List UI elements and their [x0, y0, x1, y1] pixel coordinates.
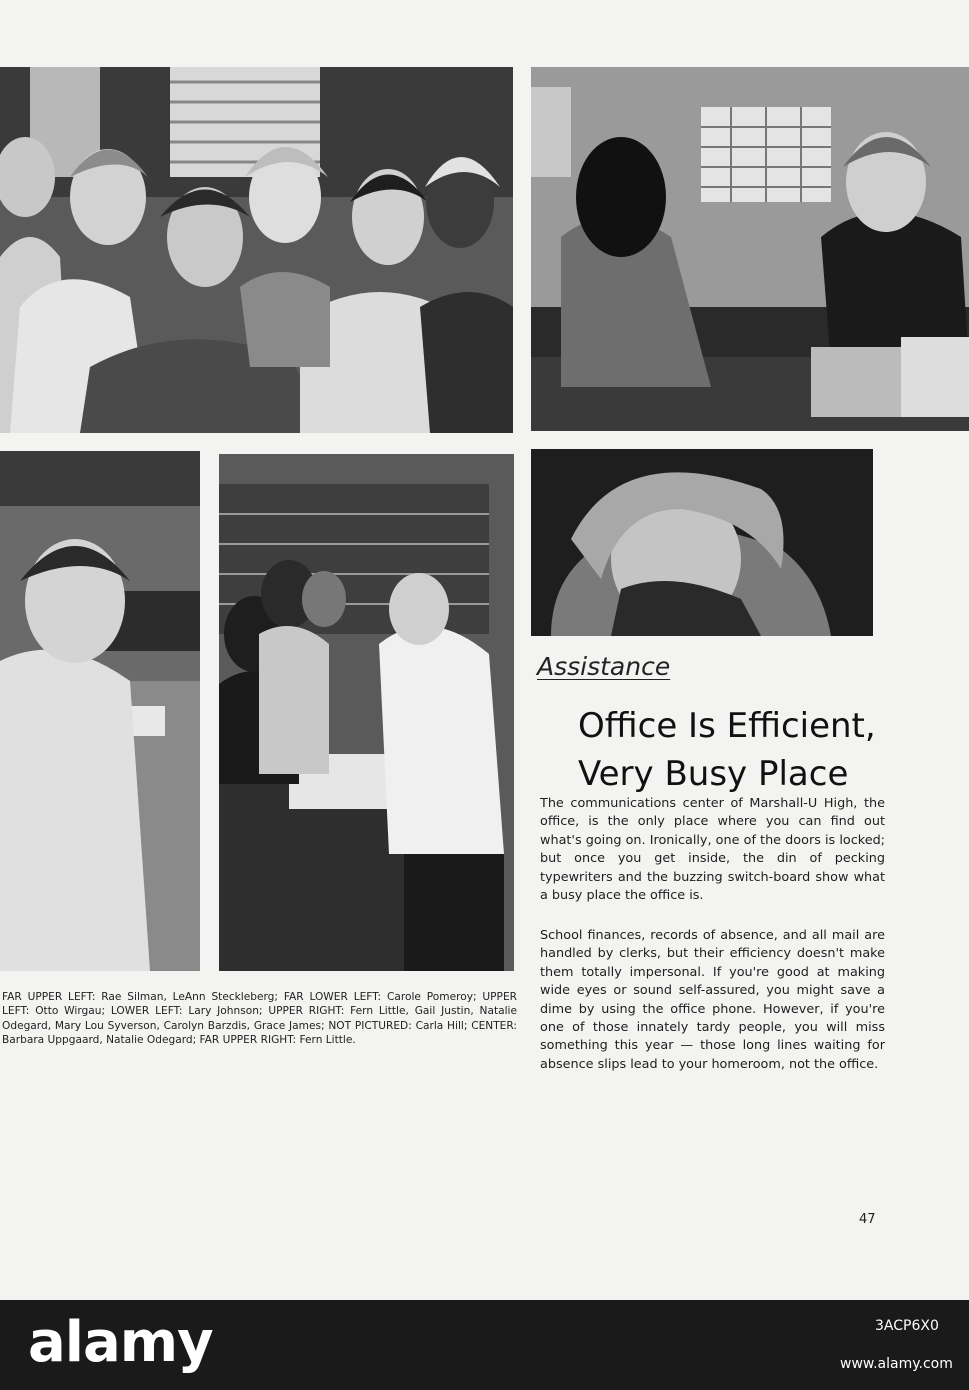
- headline: [578, 702, 918, 798]
- photo-closeup-clerk: [531, 449, 873, 636]
- headline-line-2: Very Busy Place: [578, 754, 849, 794]
- image-id: 3ACP6X0: [875, 1318, 939, 1334]
- body-paragraph-2: School finances, records of absence, and all mail are handled by clerks, but their efficiency doesn't make them totally impersonal. If you're good at making wide eyes or sound self-assured, you might save a dime by using the office phone. However, if you're one of those innately tardy people, you will miss something this year — those long lines waiting for absence slips lead to your homeroom, not the office.: [540, 928, 885, 1072]
- page-number: 47: [859, 1212, 876, 1227]
- photo-clerk-speaking: [0, 451, 200, 971]
- site-url: www.alamy.com: [840, 1356, 953, 1372]
- photo-office-staff-group: [0, 67, 513, 433]
- headline-line-1: Office Is Efficient,: [578, 706, 876, 746]
- body-paragraph-1: The communications center of Marshall-U High, the office, is the only place where you can find out what's going on. Ironically, one of the doors is locked; but once you get inside, the din of pecking typewriters and the buzzing switch-board show what a busy place the office is.: [540, 796, 885, 904]
- photo-caption: FAR UPPER LEFT: Rae Silman, LeAnn Steckleberg; FAR LOWER LEFT: Carole Pomeroy; UPPER LEFT: Otto Wirgau; LOWER LEFT: Lary Johnson; UPPER RIGHT: Fern Little, Gail Justin, Natalie Odegard, Mary Lou Syverson, Carolyn Barzdis, Grace James; NOT PICTURED: Carla Hill; CENTER: Barbara Uppgaard, Natalie Odegard; FAR UPPER RIGHT: Fern Little.: [2, 991, 517, 1047]
- section-label: Assistance: [537, 652, 671, 681]
- photo-clerk-at-counter: [531, 67, 969, 431]
- alamy-logo: alamy: [28, 1310, 213, 1375]
- photo-students-at-counter: [219, 454, 514, 971]
